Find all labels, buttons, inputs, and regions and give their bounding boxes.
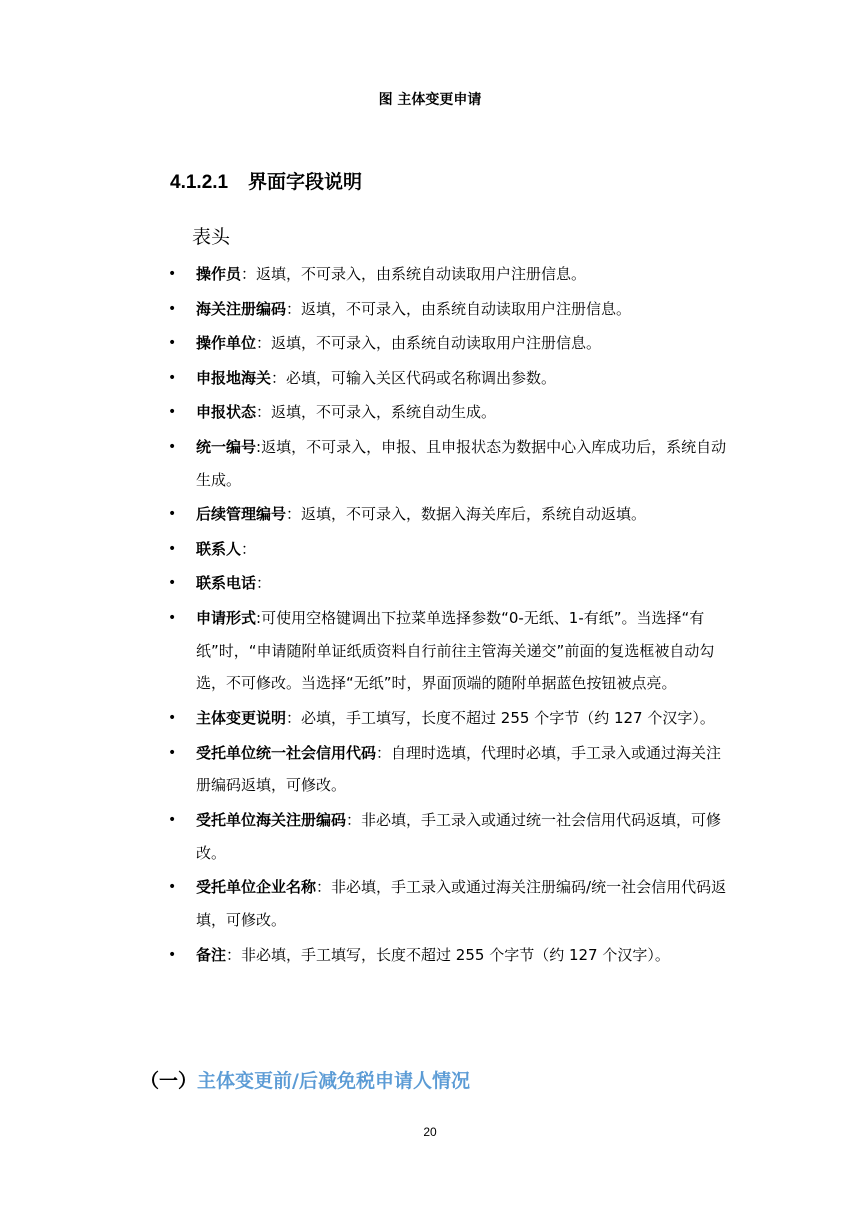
field-description: 非必填，手工填写，长度不超过 255 个字节（约 127 个汉字）。	[241, 945, 670, 964]
bullet-icon: •	[168, 438, 177, 455]
field-term: 联系电话	[196, 574, 257, 593]
list-item	[0, 362, 732, 395]
bullet-icon: •	[168, 610, 177, 627]
bullet-icon: •	[168, 506, 177, 523]
field-term: 备注	[196, 945, 227, 964]
figure-caption: 图 主体变更申请	[378, 92, 482, 108]
field-description: 必填，可输入关区代码或名称调出参数。	[286, 368, 557, 387]
list-item	[0, 431, 732, 496]
bullet-icon: •	[168, 946, 177, 963]
field-separator: ：	[286, 299, 302, 318]
list-item	[0, 396, 732, 429]
field-separator: ：	[241, 265, 257, 283]
field-description: 非必填，手工录入或通过统一社会信用代码返填，可修改。	[196, 810, 722, 862]
field-description: 返填，不可录入，系统自动生成。	[271, 403, 497, 422]
field-term: 申请形式	[196, 609, 257, 628]
field-description: 返填，不可录入，由系统自动读取用户注册信息。	[271, 334, 602, 353]
field-description: 返填，不可录入，由系统自动读取用户注册信息。	[256, 265, 587, 283]
bullet-icon: •	[168, 369, 177, 386]
field-separator: ：	[286, 505, 302, 524]
bullet-icon: •	[168, 335, 177, 352]
list-item	[0, 804, 732, 869]
field-description: 可使用空格键调出下拉菜单选择参数“0-无纸、1-有纸”。当选择“有纸”时，“申请随附单证纸质资料自行前往主管海关递交”前面的复选框被自动勾选，不可修改。当选择“无纸”时，界面顶端的随附单据蓝色按钮被点亮。	[196, 609, 715, 693]
field-separator: ：	[241, 539, 257, 558]
field-description: 返填，不可录入，由系统自动读取用户注册信息。	[301, 299, 632, 318]
field-separator: ：	[346, 810, 362, 829]
list-item	[0, 871, 732, 936]
subsection-heading: 表头	[192, 226, 231, 248]
page-number: 20	[423, 1125, 437, 1139]
list-item	[0, 567, 732, 600]
field-separator: :	[256, 609, 262, 628]
field-description-list	[0, 258, 860, 973]
section-heading	[170, 168, 362, 197]
bullet-icon: •	[168, 811, 177, 828]
field-term: 后续管理编号	[196, 505, 287, 524]
bullet-icon: •	[168, 300, 177, 317]
field-term: 受托单位统一社会信用代码	[196, 743, 377, 762]
field-term: 操作员	[196, 265, 242, 283]
list-item	[0, 737, 732, 802]
chapter-prefix: （一）	[140, 1070, 198, 1092]
field-description: 返填，不可录入，数据入海关库后，系统自动返填。	[301, 505, 647, 524]
list-item	[0, 602, 732, 700]
section-number: 4.1.2.1	[170, 172, 229, 193]
list-item	[0, 258, 732, 291]
list-item	[0, 702, 732, 735]
field-term: 联系人	[196, 539, 242, 558]
section-title: 界面字段说明	[248, 171, 363, 193]
field-description: 自理时选填，代理时必填，手工录入或通过海关注册编码返填，可修改。	[196, 743, 722, 795]
field-separator: ：	[226, 945, 242, 964]
bullet-icon: •	[168, 540, 177, 557]
field-term: 申报地海关	[196, 368, 272, 387]
list-item	[0, 939, 732, 972]
field-separator: ：	[256, 334, 272, 353]
field-term: 受托单位企业名称	[196, 878, 317, 897]
field-term: 海关注册编码	[196, 299, 287, 318]
field-term: 操作单位	[196, 334, 257, 353]
field-separator: ：	[256, 574, 272, 593]
field-separator: ：	[271, 368, 287, 387]
bullet-icon: •	[168, 744, 177, 761]
bullet-icon: •	[168, 879, 177, 896]
list-item	[0, 327, 732, 360]
chapter-heading	[140, 1066, 470, 1096]
list-item	[0, 293, 732, 326]
bullet-icon: •	[168, 266, 177, 282]
field-term: 统一编号	[196, 437, 257, 456]
field-description: 返填，不可录入，申报、且申报状态为数据中心入库成功后，系统自动生成。	[196, 437, 727, 489]
field-description: 非必填，手工录入或通过海关注册编码/统一社会信用代码返填，可修改。	[196, 878, 727, 929]
field-term: 受托单位海关注册编码	[196, 810, 347, 829]
field-separator: ：	[286, 709, 302, 728]
bullet-icon: •	[168, 710, 177, 727]
field-separator: ：	[376, 743, 392, 762]
bullet-icon: •	[168, 404, 177, 421]
list-item	[0, 498, 732, 531]
bullet-icon: •	[168, 575, 177, 592]
field-term: 申报状态	[196, 403, 257, 422]
field-description: 必填，手工填写，长度不超过 255 个字节（约 127 个汉字）。	[301, 709, 715, 728]
list-item	[0, 533, 732, 566]
field-separator: :	[256, 437, 262, 456]
field-term: 主体变更说明	[196, 709, 287, 728]
field-separator: ：	[316, 878, 332, 897]
chapter-title: 主体变更前/后减免税申请人情况	[197, 1070, 470, 1092]
field-separator: ：	[256, 403, 272, 422]
